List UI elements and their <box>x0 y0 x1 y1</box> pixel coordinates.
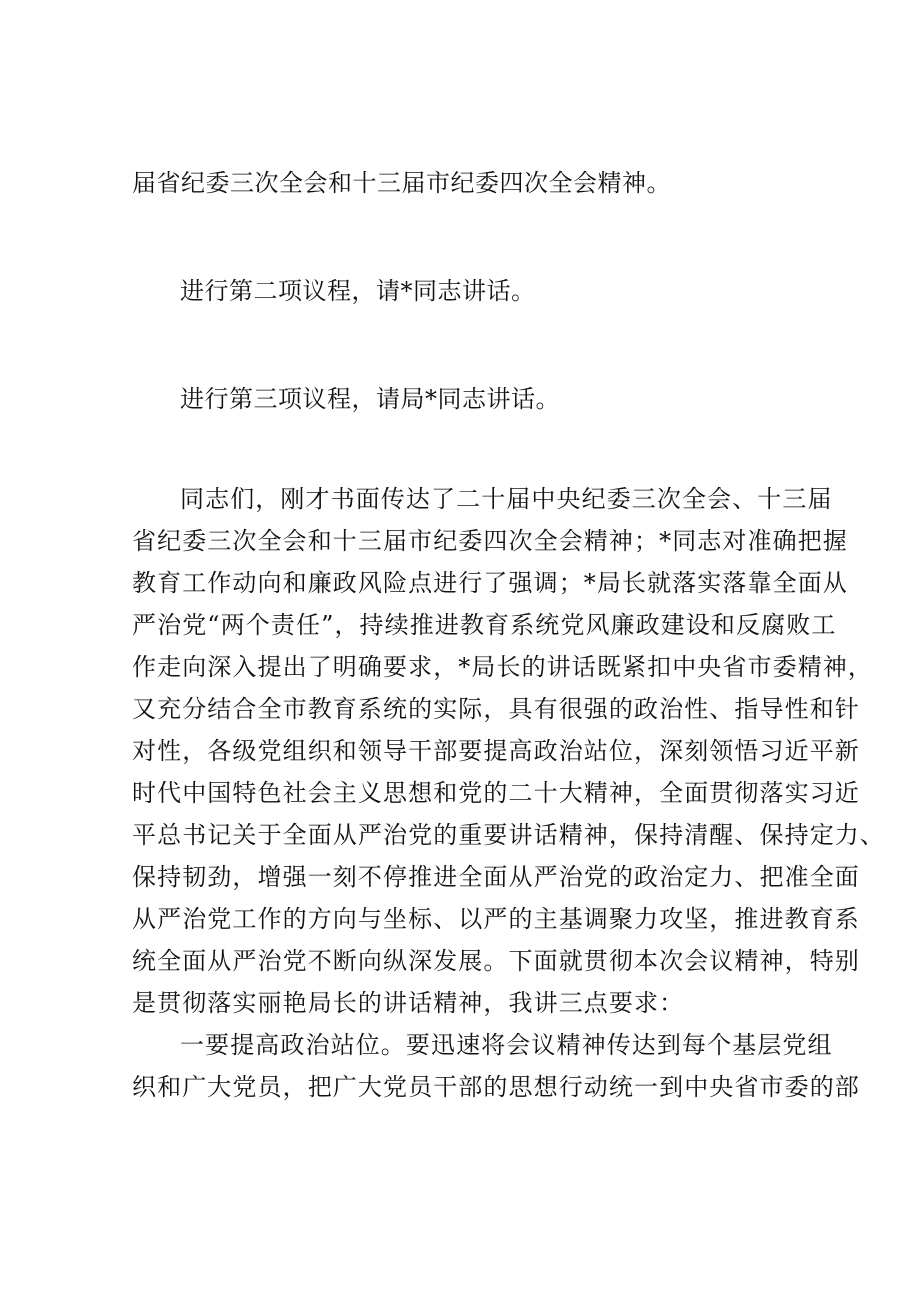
paragraph-line: 织和广大党员，把广大党员干部的思想行动统一到中央省市委的部 <box>132 1073 860 1101</box>
agenda-item-3: 进行第三项议程，请局*同志讲话。 <box>180 385 560 413</box>
paragraph-line: 对性，各级党组织和领导干部要提高政治站位，深刻领悟习近平新 <box>132 737 860 765</box>
paragraph-line: 统全面从严治党不断向纵深发展。下面就贯彻本次会议精神，特别 <box>132 947 860 975</box>
paragraph-line: 严治党“两个责任”，持续推进教育系统党风廉政建设和反腐败工 <box>132 611 837 639</box>
paragraph-line: 同志们，刚才书面传达了二十届中央纪委三次全会、十三届 <box>180 485 833 513</box>
paragraph-line: 时代中国特色社会主义思想和党的二十大精神，全面贯彻落实习近 <box>132 779 860 807</box>
paragraph-line: 省纪委三次全会和十三届市纪委四次全会精神；*同志对准确把握 <box>132 527 848 555</box>
agenda-item-2: 进行第二项议程，请*同志讲话。 <box>180 277 536 305</box>
paragraph-line: 平总书记关于全面从严治党的重要讲话精神，保持清醒、保持定力、 <box>132 821 885 849</box>
continuation-line: 届省纪委三次全会和十三届市纪委四次全会精神。 <box>132 169 671 197</box>
paragraph-line: 作走向深入提出了明确要求，*局长的讲话既紧扣中央省市委精神， <box>132 653 873 681</box>
paragraph-line: 教育工作动向和廉政风险点进行了强调；*局长就落实落靠全面从 <box>132 569 848 597</box>
paragraph-line: 一要提高政治站位。要迅速将会议精神传达到每个基层党组 <box>180 1031 833 1059</box>
paragraph-line: 是贯彻落实丽艳局长的讲话精神，我讲三点要求： <box>132 989 685 1017</box>
paragraph-line: 又充分结合全市教育系统的实际，具有很强的政治性、指导性和针 <box>132 695 860 723</box>
paragraph-line: 保持韧劲，增强一刻不停推进全面从严治党的政治定力、把准全面 <box>132 863 860 891</box>
paragraph-line: 从严治党工作的方向与坐标、以严的主基调聚力攻坚，推进教育系 <box>132 905 860 933</box>
